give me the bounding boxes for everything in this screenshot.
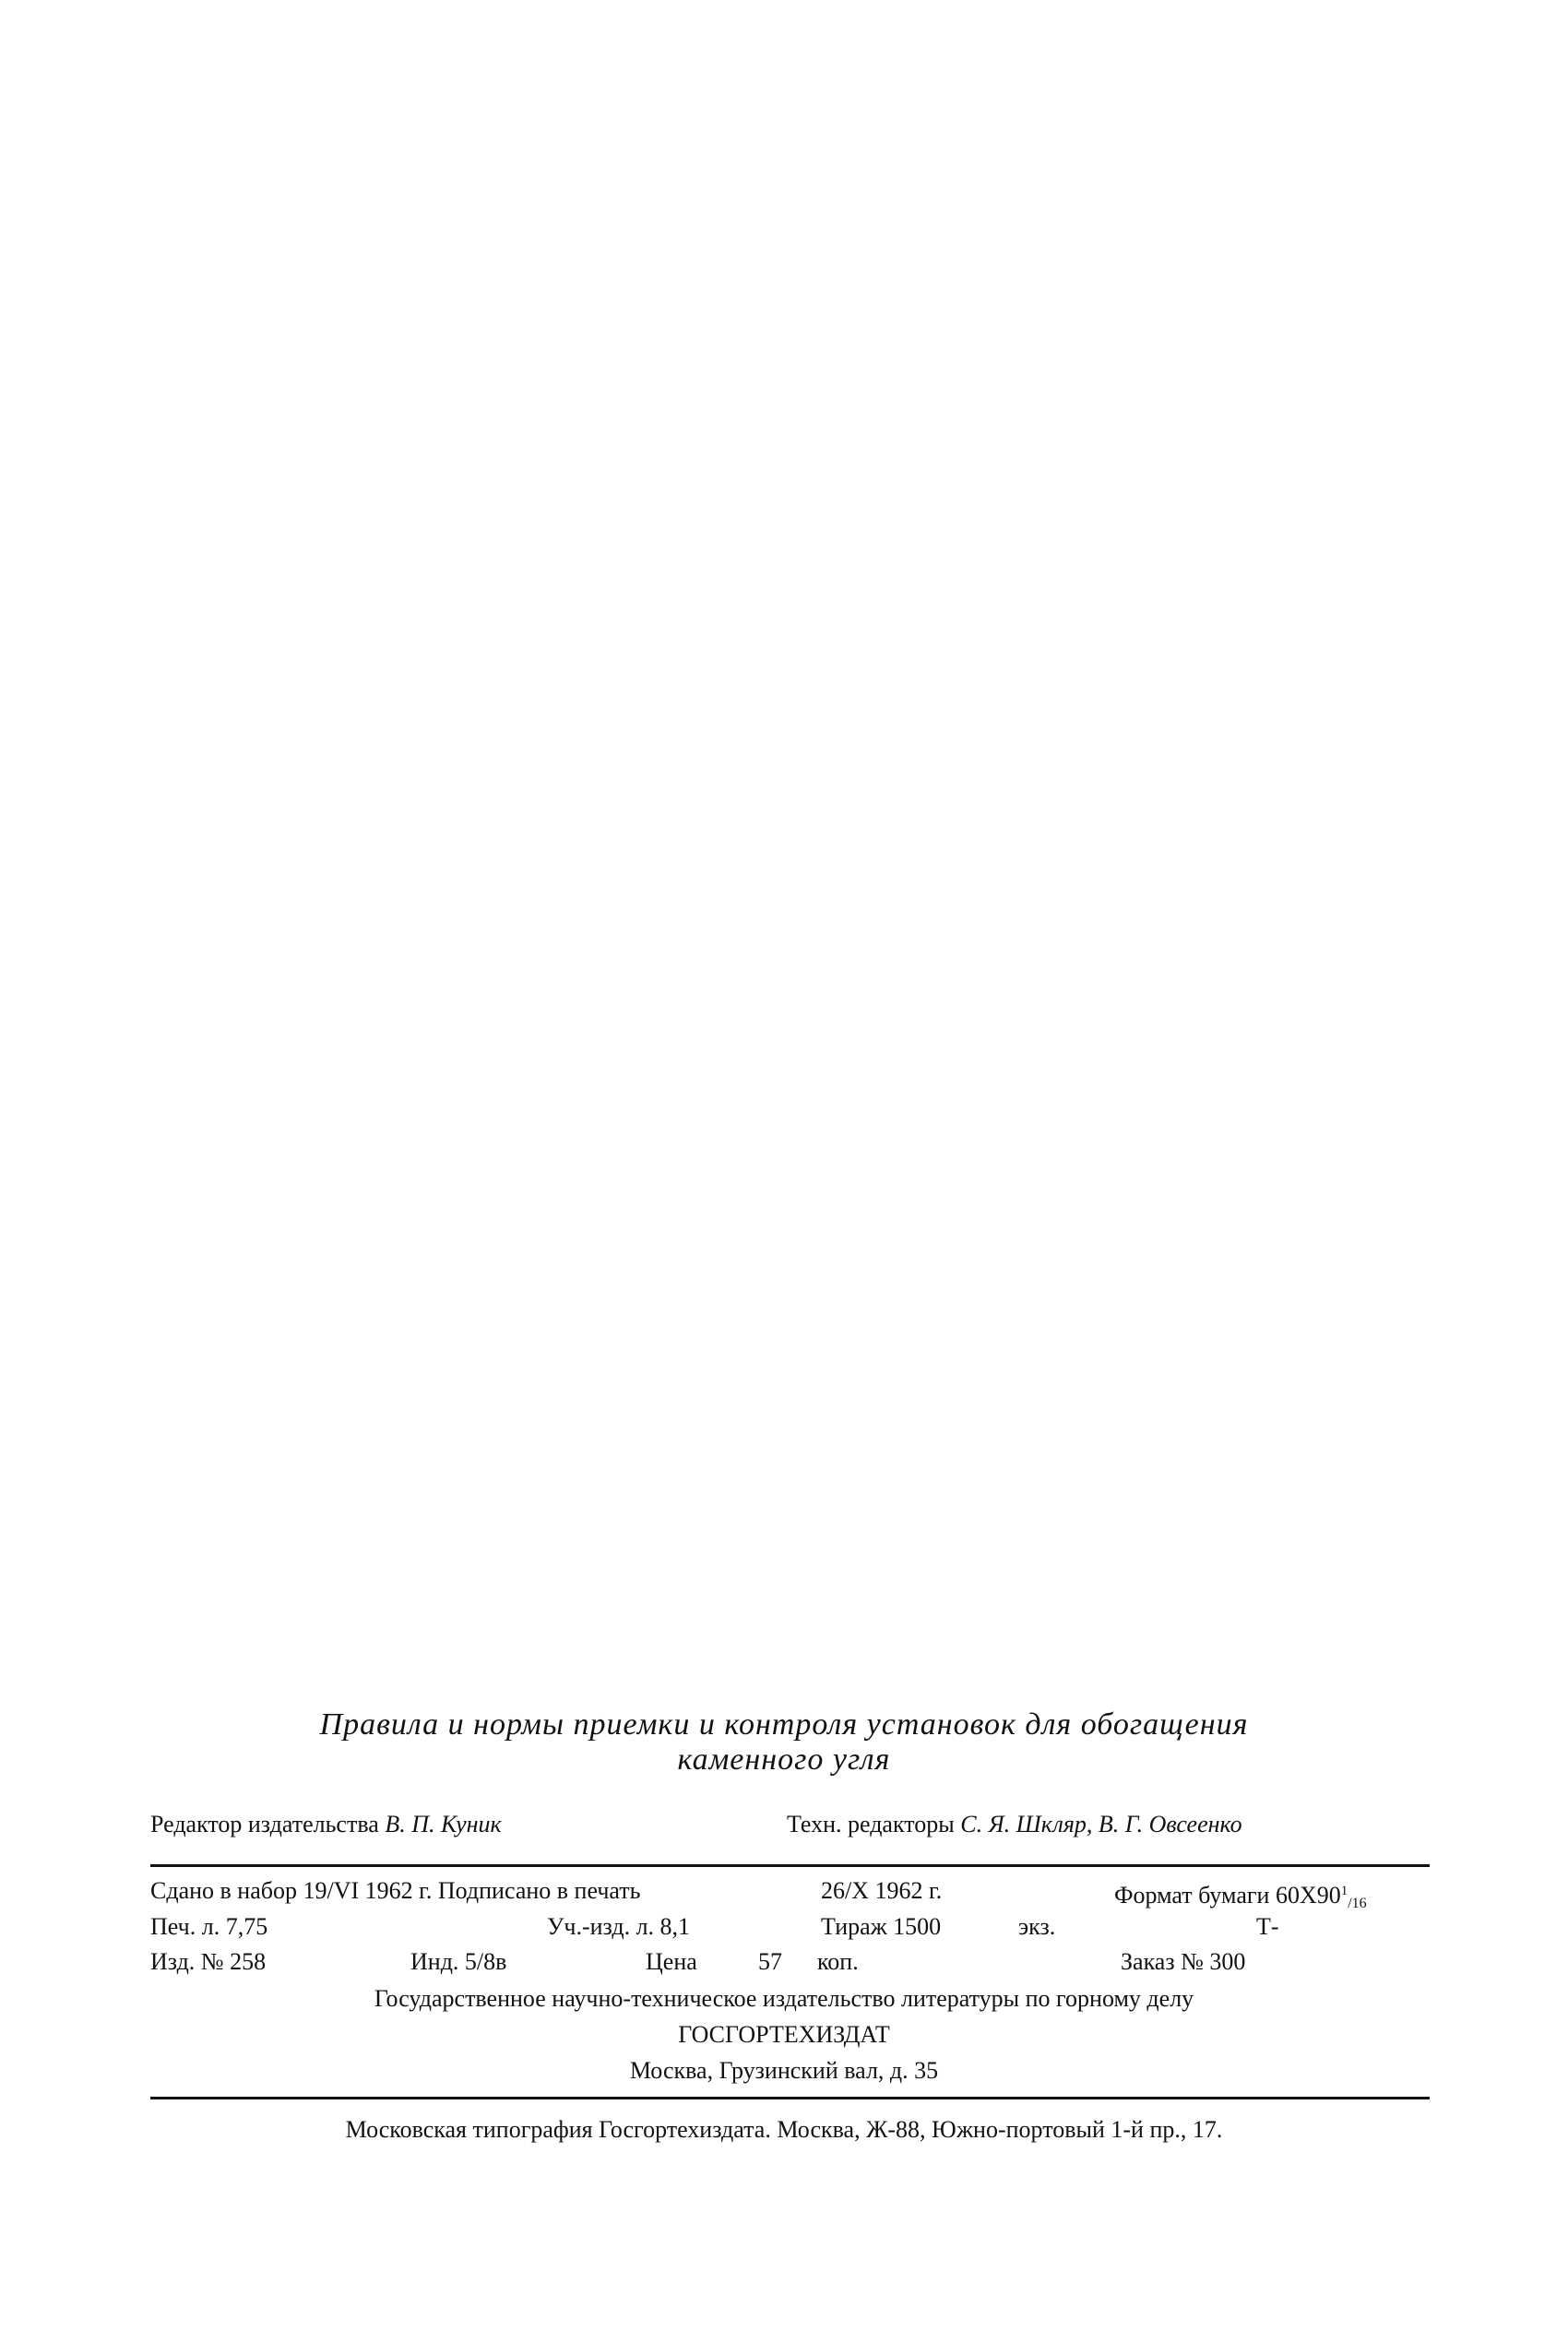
copies-unit: экз. [1018, 1913, 1056, 1940]
editor-credit [150, 1811, 502, 1838]
bottom-divider [150, 2097, 1430, 2099]
price-value: 57 [758, 1948, 782, 1975]
publisher-short-name: ГОСГОРТЕХИЗДАТ [678, 2021, 890, 2048]
paper-format-sub: /16 [1348, 1896, 1367, 1911]
edition-number: Изд. № 258 [150, 1948, 267, 1975]
price-unit: коп. [817, 1948, 859, 1975]
book-title-line-1: Правила и нормы приемки и контроля установок для обогащения [319, 1707, 1249, 1742]
order-number: Заказ № 300 [1121, 1948, 1246, 1975]
printing-house: Московская типография Госгортехиздата. Москва, Ж-88, Южно-портовый 1-й пр., 17. [345, 2116, 1223, 2143]
editor-label: Редактор издательства [150, 1811, 379, 1837]
publisher-address: Москва, Грузинский вал, д. 35 [629, 2057, 939, 2084]
tech-editors-label: Техн. редакторы [787, 1811, 955, 1837]
tech-editors-credit [787, 1811, 1242, 1838]
paper-format-sup: 1 [1340, 1884, 1348, 1898]
print-sheets: Печ. л. 7,75 [150, 1913, 268, 1940]
index-code: Инд. 5/8в [410, 1948, 507, 1975]
book-title-line-2: каменного угля [677, 1742, 891, 1777]
paper-format-label: Формат бумаги 60X90 [1114, 1882, 1341, 1909]
t-code: Т- [1256, 1913, 1279, 1940]
editor-name: В. П. Куник [385, 1811, 502, 1837]
top-divider [150, 1864, 1430, 1867]
typeset-signed-text: Сдано в набор 19/VI 1962 г. Подписано в печать [150, 1877, 641, 1904]
print-run: Тираж 1500 [821, 1913, 942, 1940]
tech-editors-names: С. Я. Шкляр, В. Г. Овсеенко [960, 1811, 1242, 1837]
signed-date: 26/X 1962 г. [821, 1877, 943, 1904]
publisher-sheets: Уч.-изд. л. 8,1 [547, 1913, 691, 1940]
price-label: Цена [646, 1948, 697, 1975]
publisher-full-name: Государственное научно-техническое издательство литературы по горному делу [374, 1985, 1194, 2012]
paper-format [1114, 1877, 1367, 1918]
